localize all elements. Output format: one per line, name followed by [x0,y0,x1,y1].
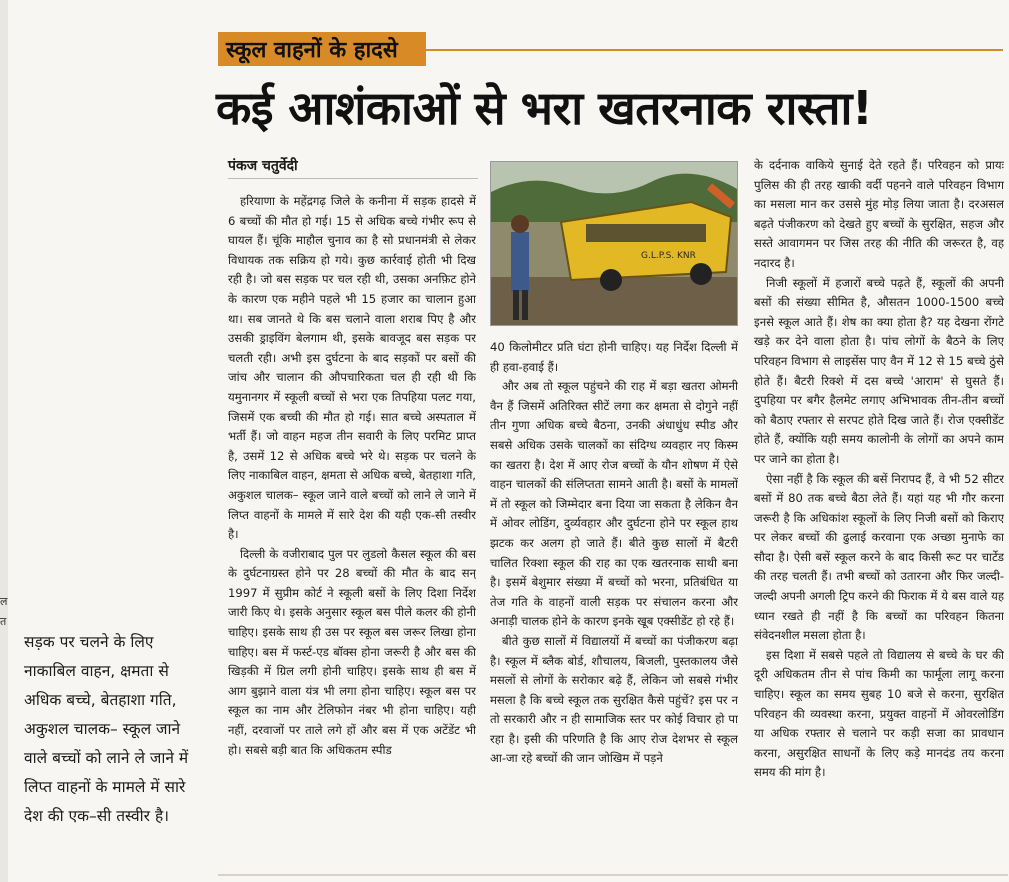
paragraph: हरियाणा के महेंद्रगढ़ जिले के कनीना में सड़क हादसे में 6 बच्चों की मौत हो गई। 15 से अधिक बच्चे गंभीर रूप से घायल हैं। चूंकि माहौल चुनाव का है सो प्रधानमंत्री से लेकर विधायक तक सक्रिय हो गये। कुछ कार्रवाई होती भी दिख रही है। जो बस सड़क पर चल रही थी, उसका अनफ़िट होने के कारण एक महीने पहले भी 15 हजार का चालान हुआ था। सब जानते थे कि बस चलाने वाला शराब पिए है और उसकी ड्राइविंग बेलगाम थी, इसके बावजूद बस सड़क पर चलती रही। अभी इस दुर्घटना के बाद सड़कों पर बसों की जांच और चालान की औपचारिकता चल ही रही थी कि यमुनानगर में स्कूली बच्चों से भरा एक तिपहिया पलट गया, जिसमें एक बच्ची की मौत हो गई। सात बच्चे अस्पताल में भर्ती हैं। जो वाहन महज तीन सवारी के लिए परमिट प्राप्त है, उसमें 12 से अधिक बच्चे भरे थे। सड़क पर चलने के लिए नाकाबिल वाहन, क्षमता से अधिक बच्चे, बेतहाशा गति, अकुशल चालक– स्कूल जाने वाले बच्चों को लाने ले जाने में लिप्त वाहनों के मामले में सारे देश की यही एक-सी तस्वीर है। [228,194,476,542]
bus-accident-photo [490,161,738,326]
paragraph: 40 किलोमीटर प्रति घंटा होनी चाहिए। यह निर्देश दिल्ली में ही हवा-हवाई हैं। [490,340,738,374]
page-margin-strip [0,0,8,882]
paragraph: इस दिशा में सबसे पहले तो विद्यालय से बच्चे के घर की दूरी अधिकतम तीन से पांच किमी का फार्मूला लागू करना चाहिए। स्कूल का समय सुबह 10 बजे से करना, सुरक्षित परिवहन की व्यवस्था करना, प्रयुक्त वाहनों में ओवरलोडिंग या अधिक रफ्तार से चलाने पर कड़ी सजा का प्रावधान करना, असुरक्षित साधनों के लिए कड़े मानदंड तय करना समय की मांग है। [754,647,1004,780]
paragraph: बीते कुछ सालों में विद्यालयों में बच्चों का पंजीकरण बढ़ा है। स्कूल में ब्लैक बोर्ड, शौचालय, बिजली, पुस्तकालय जैसे मसलों से लोगों के सरोकार बढ़े हैं, लेकिन जो सबसे गंभीर मसला है कि बच्चे स्कूल तक सुरक्षित कैसे पहुंचें? इस पर न तो सरकारी और न ही सामाजिक स्तर पर कोई विचार हो पा रहा है। इसी की परिणति है कि आए रोज देशभर से स्कूल आ-जा रहे बच्चों की जान जोखिम में पड़ने [490,633,738,766]
article-column-3 [754,156,1004,856]
article-headline: कई आशंकाओं से भरा खतरनाक रास्ता! [216,81,873,135]
paragraph: ऐसा नहीं है कि स्कूल की बसें निरापद हैं, वे भी 52 सीटर बसों में 80 तक बच्चे बैठा लेते हैं। यहां यह भी गौर करना जरूरी है कि अधिकांश स्कूलों के लिए निजी बसों को किराए पर लेकर बच्चों की ढुलाई करवाना एक अच्छा मुनाफे का सौदा है। ऐसी बसें स्कूल करने के बाद किसी रूट पर चार्टेड की तरह चलती हैं। तभी बच्चों को उतारना और फिर जल्दी-जल्दी अपनी अगली ट्रिप करने की फिराक में ये बस वाले यह ध्यान रखते ही नहीं है कि बच्चों का परिवहन कितना संवेदनशील मसला होता है। [754,471,1004,643]
paragraph: और अब तो स्कूल पहुंचने की राह में बड़ा खतरा ओमनी वैन हैं जिसमें अतिरिक्त सीटें लगा कर क्षमता से दोगुने नहीं तीन गुणा अधिक बच्चे बैठना, उनकी अंधाधुंध स्पीड और सबसे अधिक उसके चालकों का संदिग्ध व्यवहार नए किस्म का खतरा है। देश में आए रोज बच्चों के यौन शोषण में ऐसे वाहन चालकों की संलिप्तता सामने आती है। बसों के मामलों में तो स्कूल को जिम्मेदार बना दिया जा सकता है लेकिन वैन में ओवर लोडिंग, दुर्व्यवहार और दुर्घटना होने पर स्कूल हाथ झटक कर अलग हो जाते हैं। बीते कुछ सालों में बैटरी चालित रिक्शा स्कूल की राह का एक खतरनाक साथी बना है। इसमें बेशुमार संख्या में बच्चों को भरना, प्रतिबंधित या तेज गति के वाहनों वाली सड़क पर संचालन करना और अनाड़ी चालक होने के कारण इनके खूब एक्सीडेंट हो रहे हैं। [490,379,738,629]
kicker-rule [426,49,1003,51]
paragraph: के दर्दनाक वाकिये सुनाई देते रहते हैं। परिवहन को प्रायः पुलिस की ही तरह खाकी वर्दी पहनने वाले परिवहन विभाग का मसला मान कर उससे मुंह मोड़ लिया जाता है। दरअसल बढ़ते पंजीकरण को देखते हुए बच्चों के सुरक्षित, सहज और सस्ते आवागमन पर जिस तरह की नीति की जरूरत है, वह नदारद है। [754,158,1004,270]
pull-quote: सड़क पर चलने के लिए नाकाबिल वाहन, क्षमता से अधिक बच्चे, बेतहाशा गति, अकुशल चालक– स्कूल जाने वाले बच्चों को लाने ले जाने में लिप्त वाहनों के मामले में सारे देश की एक–सी तस्वीर है। [24,633,189,825]
byline-rule [228,178,478,179]
article-column-2 [490,338,738,858]
paragraph: निजी स्कूलों में हजारों बच्चे पढ़ते हैं, स्कूलों की अपनी बसों की संख्या सीमित है, औसतन 1000-1500 बच्चे इनसे स्कूल आते हैं। शेष का क्या होता है? यह देखना रोंगटे खड़े कर देने वाला होता है। पांच लोगों के बैठने के लिए परिवहन विभाग से लाइसेंस पाए वैन में 12 से 15 बच्चे ठुंसे होते हैं। बैटरी रिक्शे में दस बच्चे 'आराम' से घुसते हैं। दुपहिया पर बगैर हैलमेट लगाए अभिभावक तीन-तीन बच्चों को बैठाए रफ्तार से सरपट होते दिख जाते हैं। रोज एक्सीडेंट होते हैं, क्योंकि यही समय कालोनी के लोगों का अपने काम पर जाने का होता है। [754,275,1004,466]
bottom-rule [218,874,1008,876]
section-kicker: स्कूल वाहनों के हादसे [218,32,426,66]
article-column-1 [228,192,476,852]
paragraph: दिल्ली के वजीराबाद पुल पर लुडलो कैसल स्कूल की बस के दुर्घटनाग्रस्त होने पर 28 बच्चों की मौत के बाद सन् 1997 में सुप्रीम कोर्ट ने स्कूली बसों के लिए दिशा निर्देश जारी किए थे। इसके अनुसार स्कूल बस पीले कलर की होनी चाहिए। इसके साथ ही उस पर स्कूल बस जरूर लिखा होना चाहिए। बस में फर्स्ट-एड बॉक्स होना जरूरी है और बस की खिड़की में ग्रिल लगी होनी चाहिए। इसके साथ ही बस में आग बुझाने वाला यंत्र भी लगा होना चाहिए। स्कूल बस पर स्कूल का नाम और टेलिफोन नंबर भी होना चाहिए। यही नहीं, दरवाजों पर ताले लगे हों और बस में एक अटेंडेंट भी हो। सबसे बड़ी बात कि अधिकतम स्पीड [228,546,476,757]
bus-lettering: G.L.P.S. KNR [641,251,696,261]
author-byline: पंकज चतुर्वेदी [228,158,298,174]
cut-text-fragment: ल [0,595,8,608]
cut-text-fragment: त [0,615,7,628]
